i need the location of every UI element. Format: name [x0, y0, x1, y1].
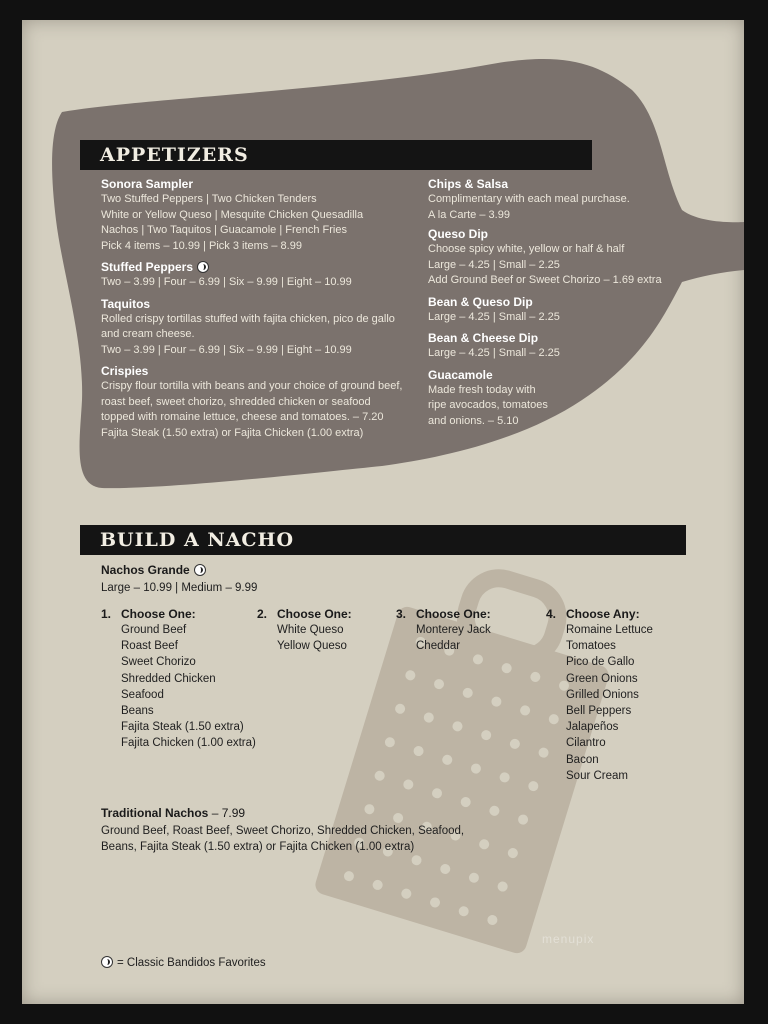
item-title: Bean & Queso Dip	[428, 294, 533, 309]
item-price: – 7.99	[208, 806, 246, 820]
menu-item-queso-dip	[428, 226, 718, 289]
item-line: White or Yellow Queso | Mesquite Chicken Quesadilla	[101, 208, 364, 221]
favorites-legend	[101, 953, 266, 972]
menu-item-chips-salsa	[428, 176, 718, 223]
menu-page	[22, 20, 744, 1004]
build-a-nacho-heading: BUILD A NACHO	[80, 525, 686, 555]
item-title	[101, 805, 521, 821]
choice-item: Ground Beef	[121, 624, 187, 636]
item-line: Choose spicy white, yellow or half & half	[428, 243, 625, 255]
item-title: Guacamole	[428, 367, 493, 382]
choice-item: Cheddar	[416, 640, 461, 653]
choice-list	[257, 622, 397, 654]
item-title: Queso Dip	[428, 227, 489, 241]
menu-item-taquitos	[101, 296, 421, 359]
choice-item: Grilled Onions	[566, 688, 639, 701]
choice-list	[396, 622, 536, 654]
item-title: Taquitos	[101, 296, 151, 311]
choice-item: Fajita Steak (1.50 extra)	[121, 721, 244, 734]
choice-item: Bell Peppers	[566, 705, 632, 718]
choice-item: Seafood	[121, 688, 164, 701]
choice-column-3	[396, 606, 536, 654]
item-title-text: Traditional Nachos	[101, 806, 209, 820]
choice-heading-text: Choose One:	[121, 607, 196, 621]
choice-item: Pico de Gallo	[566, 656, 635, 669]
appetizers-left-column	[101, 176, 421, 441]
item-line: Large – 10.99 | Medium – 9.99	[101, 582, 258, 594]
choice-heading	[257, 606, 397, 622]
item-line: Nachos | Two Taquitos | Guacamole | French Fries	[101, 224, 347, 236]
favorite-pepper-icon	[101, 956, 113, 968]
choice-column-4	[546, 606, 696, 784]
choice-item: Fajita Chicken (1.00 extra)	[121, 737, 256, 750]
item-line: Large – 4.25 | Small – 2.25	[428, 347, 560, 359]
appetizers-right-column	[428, 176, 718, 429]
item-line: Crispy flour tortilla with beans and your choice of ground beef,	[101, 380, 403, 392]
item-title-text: Nachos Grande	[101, 563, 190, 577]
item-line: Two – 3.99 | Four – 6.99 | Six – 9.99 | Eight – 10.99	[101, 276, 352, 288]
choice-list	[101, 622, 261, 752]
choice-item: Monterey Jack	[416, 624, 491, 636]
item-title: Bean & Cheese Dip	[428, 331, 539, 345]
item-line: Complimentary with each meal purchase.	[428, 193, 630, 205]
item-line: ripe avocados, tomatoes	[428, 399, 548, 411]
choice-item: White Queso	[277, 624, 344, 636]
menu-item-crispies	[101, 363, 421, 441]
favorite-pepper-icon	[197, 261, 209, 273]
item-line: Made fresh today with	[428, 383, 536, 396]
choice-heading-text: Choose One:	[416, 607, 491, 621]
choice-item: Shredded Chicken	[121, 672, 216, 685]
choice-item: Sweet Chorizo	[121, 656, 196, 669]
menu-item-bean-queso-dip	[428, 294, 718, 326]
item-line: Two – 3.99 | Four – 6.99 | Six – 9.99 | Eight – 10.99	[101, 343, 352, 356]
menu-item-traditional-nachos	[101, 805, 521, 855]
item-line: Large – 4.25 | Small – 2.25	[428, 310, 560, 323]
choice-heading-text: Choose Any:	[566, 607, 640, 621]
item-line: and cream cheese.	[101, 328, 195, 340]
menu-item-guacamole	[428, 367, 718, 430]
favorite-pepper-icon	[194, 564, 206, 576]
choice-item: Bacon	[566, 753, 599, 766]
choice-number: 4.	[546, 607, 557, 621]
choice-item: Cilantro	[566, 737, 606, 750]
item-title	[101, 259, 421, 275]
item-line: Add Ground Beef or Sweet Chorizo – 1.69 extra	[428, 274, 662, 286]
choice-number: 2.	[257, 607, 268, 621]
item-line: Beans, Fajita Steak (1.50 extra) or Fajita Chicken (1.00 extra)	[101, 840, 415, 853]
item-line: roast beef, sweet chorizo, shredded chicken or seafood	[101, 395, 371, 408]
menu-item-sonora-sampler	[101, 176, 421, 254]
choice-heading	[546, 606, 696, 622]
choice-item: Sour Cream	[566, 769, 628, 782]
item-title	[101, 562, 401, 578]
menu-item-stuffed-peppers	[101, 259, 421, 291]
choice-column-2	[257, 606, 397, 654]
choice-heading	[101, 606, 261, 622]
item-title: Crispies	[101, 364, 149, 378]
legend-text: = Classic Bandidos Favorites	[117, 957, 266, 969]
choice-list	[546, 622, 696, 784]
choice-number: 1.	[101, 607, 112, 621]
choice-heading	[396, 606, 536, 622]
menu-item-nachos-grande	[101, 562, 401, 597]
choice-item: Green Onions	[566, 672, 638, 685]
item-line: Rolled crispy tortillas stuffed with fajita chicken, pico de gallo	[101, 312, 395, 325]
watermark-text: menupix	[542, 932, 595, 946]
choice-column-1	[101, 606, 261, 752]
item-line: Large – 4.25 | Small – 2.25	[428, 258, 560, 271]
item-line: Ground Beef, Roast Beef, Sweet Chorizo, Shredded Chicken, Seafood,	[101, 825, 465, 837]
item-title-text: Stuffed Peppers	[101, 260, 194, 274]
menu-item-bean-cheese-dip	[428, 330, 718, 362]
choice-heading-text: Choose One:	[277, 607, 352, 621]
choice-item: Beans	[121, 705, 154, 718]
item-line: Pick 4 items – 10.99 | Pick 3 items – 8.99	[101, 239, 302, 252]
appetizers-heading: APPETIZERS	[80, 140, 592, 170]
choice-item: Tomatoes	[566, 640, 616, 653]
item-line: Two Stuffed Peppers | Two Chicken Tenders	[101, 193, 317, 205]
item-line: and onions. – 5.10	[428, 414, 519, 427]
choice-number: 3.	[396, 607, 407, 621]
choice-item: Jalapeños	[566, 721, 619, 734]
item-line: Fajita Steak (1.50 extra) or Fajita Chicken (1.00 extra)	[101, 426, 364, 439]
item-title: Chips & Salsa	[428, 177, 509, 191]
item-line: A la Carte – 3.99	[428, 208, 510, 221]
choice-item: Yellow Queso	[277, 640, 347, 653]
item-line: topped with romaine lettuce, cheese and tomatoes. – 7.20	[101, 411, 384, 423]
choice-item: Roast Beef	[121, 640, 178, 653]
choice-item: Romaine Lettuce	[566, 624, 653, 636]
item-title: Sonora Sampler	[101, 177, 194, 191]
